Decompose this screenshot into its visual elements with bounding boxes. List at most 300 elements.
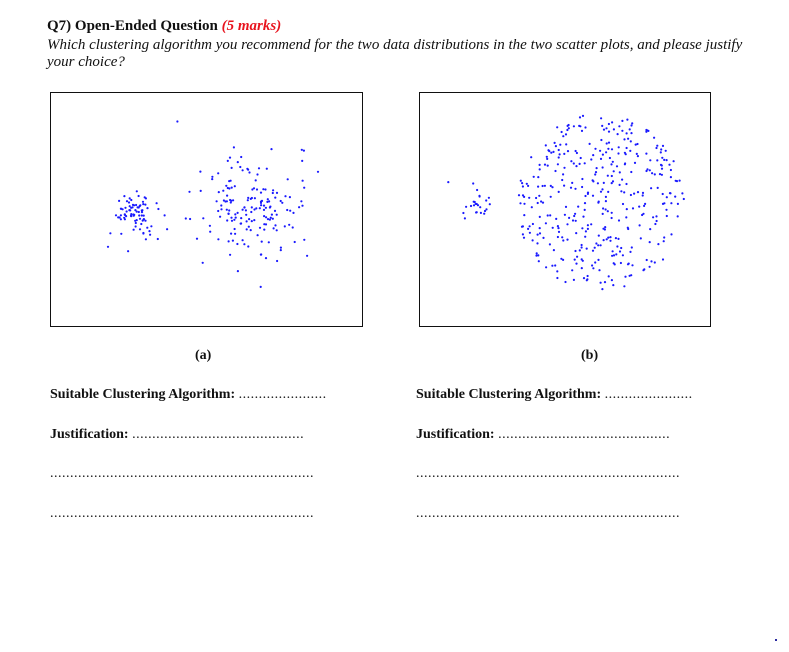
scatter-point [625, 216, 627, 218]
scatter-point [544, 164, 546, 166]
scatter-point [558, 231, 560, 233]
scatter-point [242, 209, 244, 211]
scatter-point [575, 263, 577, 265]
scatter-point [663, 236, 665, 238]
scatter-point [562, 173, 564, 175]
scatter-point [584, 236, 586, 238]
plot-b-caption: (b) [581, 348, 599, 363]
scatter-point [556, 277, 558, 279]
scatter-point [611, 255, 613, 257]
scatter-point [117, 216, 119, 218]
scatter-point [623, 138, 625, 140]
scatter-plot-b-canvas [420, 93, 710, 326]
scatter-point [245, 209, 247, 211]
scatter-point [675, 180, 677, 182]
scatter-point [551, 265, 553, 267]
scatter-point [654, 173, 656, 175]
scatter-point [622, 203, 624, 205]
scatter-point [264, 188, 266, 190]
scatter-point [478, 195, 480, 197]
scatter-point [135, 225, 137, 227]
scatter-point [257, 234, 259, 236]
scatter-point [573, 162, 575, 164]
scatter-point [138, 195, 140, 197]
justification-answer-blank[interactable]: ........................................... [132, 427, 305, 442]
scatter-point [539, 168, 541, 170]
scatter-point [602, 207, 604, 209]
scatter-point [607, 191, 609, 193]
scatter-point [615, 253, 617, 255]
scatter-point [584, 162, 586, 164]
scatter-point [260, 204, 262, 206]
scatter-point [558, 156, 560, 158]
scatter-point [230, 201, 232, 203]
scatter-point [202, 262, 204, 264]
scatter-point [265, 216, 267, 218]
scatter-point [626, 208, 628, 210]
scatter-point [587, 275, 589, 277]
scatter-point [229, 199, 231, 201]
scatter-point [663, 159, 665, 161]
scatter-point [606, 142, 608, 144]
scatter-point [661, 157, 663, 159]
scatter-point [531, 206, 533, 208]
scatter-point [537, 202, 539, 204]
scatter-point [656, 220, 658, 222]
scatter-point [131, 206, 133, 208]
scatter-point [609, 240, 611, 242]
scatter-point [654, 223, 656, 225]
scatter-point [130, 215, 132, 217]
scatter-point [247, 197, 249, 199]
scatter-point [624, 276, 626, 278]
scatter-point [607, 148, 609, 150]
scatter-point [645, 153, 647, 155]
scatter-point [237, 212, 239, 214]
scatter-point [655, 215, 657, 217]
scatter-point [584, 195, 586, 197]
scatter-point [602, 154, 604, 156]
scatter-point [557, 227, 559, 229]
scatter-point [227, 213, 229, 215]
answer-b-justification [416, 427, 670, 443]
scatter-point [549, 214, 551, 216]
scatter-point [280, 200, 282, 202]
scatter-point [260, 286, 262, 288]
scatter-point [649, 159, 651, 161]
scatter-point [600, 191, 602, 193]
scatter-point [522, 233, 524, 235]
scatter-point [545, 144, 547, 146]
scatter-point [464, 217, 466, 219]
scatter-point [229, 254, 231, 256]
scatter-point [584, 209, 586, 211]
scatter-point [218, 191, 220, 193]
scatter-point [235, 217, 237, 219]
scatter-point [518, 194, 520, 196]
scatter-point [612, 180, 614, 182]
scatter-point [598, 269, 600, 271]
scatter-point [526, 183, 528, 185]
scatter-point [683, 198, 685, 200]
scatter-point [601, 188, 603, 190]
scatter-point [301, 149, 303, 151]
answer-a-blank-line-1[interactable]: .................................................................. [50, 466, 314, 481]
scatter-point [144, 204, 146, 206]
scatter-point [263, 205, 265, 207]
scatter-point [484, 210, 486, 212]
scatter-point [562, 239, 564, 241]
scatter-point [269, 206, 271, 208]
scatter-point [251, 206, 253, 208]
scatter-point [539, 232, 541, 234]
scatter-point [230, 217, 232, 219]
scatter-point [303, 187, 305, 189]
justification-label: Justification: [50, 427, 129, 442]
scatter-point [489, 203, 491, 205]
scatter-point [274, 210, 276, 212]
scatter-point [618, 146, 620, 148]
scatter-point [661, 168, 663, 170]
scatter-point [616, 165, 618, 167]
scatter-point [250, 211, 252, 213]
scatter-point [236, 243, 238, 245]
question-number-title: Q7) Open-Ended Question [47, 18, 218, 34]
scatter-point [626, 132, 628, 134]
scatter-point [527, 228, 529, 230]
scatter-point [615, 237, 617, 239]
scatter-point [662, 193, 664, 195]
scatter-point [665, 150, 667, 152]
scatter-point [217, 210, 219, 212]
scatter-point [630, 171, 632, 173]
scatter-point [143, 218, 145, 220]
scatter-point [627, 138, 629, 140]
scatter-point [273, 227, 275, 229]
scatter-point [601, 125, 603, 127]
scatter-point [533, 176, 535, 178]
scatter-point [136, 190, 138, 192]
scatter-point [546, 158, 548, 160]
scatter-point [590, 158, 592, 160]
scatter-point [562, 135, 564, 137]
scatter-point [629, 275, 631, 277]
scatter-point [251, 188, 253, 190]
scatter-point [611, 217, 613, 219]
scatter-point [679, 180, 681, 182]
scatter-point [600, 244, 602, 246]
justification-answer-blank[interactable]: ........................................... [498, 427, 671, 442]
scatter-point [234, 185, 236, 187]
scatter-point [557, 225, 559, 227]
scatter-point [581, 186, 583, 188]
scatter-plot-b [419, 92, 711, 327]
scatter-point [289, 196, 291, 198]
scatter-point [639, 224, 641, 226]
scatter-point [176, 120, 178, 122]
scatter-point [592, 250, 594, 252]
scatter-point [107, 246, 109, 248]
scatter-point [636, 153, 638, 155]
scatter-point [584, 202, 586, 204]
scatter-point [536, 242, 538, 244]
scatter-point [521, 182, 523, 184]
scatter-point [470, 205, 472, 207]
scatter-point [583, 277, 585, 279]
scatter-point [253, 219, 255, 221]
scatter-point [611, 279, 613, 281]
scatter-point [669, 192, 671, 194]
scatter-point [476, 189, 478, 191]
scatter-point [603, 182, 605, 184]
scatter-point [631, 246, 633, 248]
scatter-point [477, 204, 479, 206]
scatter-point [592, 195, 594, 197]
scatter-point [268, 200, 270, 202]
scatter-point [141, 214, 143, 216]
scatter-point [673, 160, 675, 162]
scatter-point [136, 211, 138, 213]
scatter-point [259, 227, 261, 229]
scatter-point [609, 157, 611, 159]
scatter-point [284, 225, 286, 227]
scatter-point [522, 194, 524, 196]
scatter-point [575, 232, 577, 234]
scatter-point [217, 238, 219, 240]
scatter-point [611, 148, 613, 150]
scatter-point [253, 208, 255, 210]
scatter-point [254, 197, 256, 199]
scatter-point [166, 228, 168, 230]
scatter-point [600, 282, 602, 284]
scatter-point [558, 149, 560, 151]
scatter-point [567, 125, 569, 127]
scatter-point [220, 208, 222, 210]
scatter-point [523, 237, 525, 239]
scatter-point [619, 250, 621, 252]
scatter-point [130, 199, 132, 201]
question-title [47, 18, 281, 35]
scatter-point [646, 168, 648, 170]
scatter-point [284, 195, 286, 197]
scatter-point [592, 267, 594, 269]
scatter-point [591, 264, 593, 266]
scatter-point [246, 168, 248, 170]
scatter-point [447, 181, 449, 183]
scatter-point [620, 190, 622, 192]
scatter-point [624, 152, 626, 154]
scatter-point [223, 199, 225, 201]
scatter-point [620, 262, 622, 264]
scatter-point [656, 145, 658, 147]
scatter-point [529, 225, 531, 227]
scatter-point [240, 156, 242, 158]
scatter-point [565, 133, 567, 135]
scatter-plot-a [50, 92, 363, 327]
scatter-point [237, 161, 239, 163]
scatter-point [251, 197, 253, 199]
scatter-point [629, 128, 631, 130]
scatter-point [617, 152, 619, 154]
scatter-point [548, 150, 550, 152]
scatter-point [625, 183, 627, 185]
scatter-point [581, 130, 583, 132]
scatter-point [142, 203, 144, 205]
scatter-point [663, 202, 665, 204]
scatter-point [586, 278, 588, 280]
scatter-point [289, 210, 291, 212]
scatter-point [579, 163, 581, 165]
scatter-point [537, 234, 539, 236]
scatter-point [138, 211, 140, 213]
scatter-point [605, 208, 607, 210]
scatter-point [303, 239, 305, 241]
scatter-point [627, 263, 629, 265]
scatter-point [301, 205, 303, 207]
scatter-point [634, 162, 636, 164]
scatter-point [520, 180, 522, 182]
scatter-point [200, 190, 202, 192]
scatter-point [225, 185, 227, 187]
scatter-point [612, 284, 614, 286]
answer-b-algorithm [416, 387, 693, 403]
scatter-point [248, 218, 250, 220]
scatter-point [247, 199, 249, 201]
scatter-point [670, 176, 672, 178]
scatter-point [115, 214, 117, 216]
scatter-point [616, 245, 618, 247]
scatter-point [597, 244, 599, 246]
scatter-point [651, 172, 653, 174]
scatter-point [276, 260, 278, 262]
algorithm-answer-blank[interactable]: ...................... [604, 387, 693, 402]
scatter-point [251, 220, 253, 222]
scatter-point [620, 247, 622, 249]
scatter-point [552, 227, 554, 229]
scatter-point [644, 203, 646, 205]
scatter-point [124, 207, 126, 209]
scatter-point [643, 205, 645, 207]
scatter-point [650, 187, 652, 189]
scatter-point [574, 213, 576, 215]
scatter-point [579, 249, 581, 251]
scatter-point [557, 163, 559, 165]
scatter-point [527, 185, 529, 187]
scatter-point [602, 213, 604, 215]
scatter-point [288, 224, 290, 226]
algorithm-answer-blank[interactable]: ...................... [238, 387, 327, 402]
scatter-point [554, 142, 556, 144]
scatter-point [557, 236, 559, 238]
scatter-point [584, 126, 586, 128]
scatter-point [677, 203, 679, 205]
scatter-point [256, 173, 258, 175]
scatter-point [272, 189, 274, 191]
scatter-point [148, 230, 150, 232]
scatter-point [661, 164, 663, 166]
scatter-point [666, 196, 668, 198]
scatter-point [544, 185, 546, 187]
scatter-point [677, 215, 679, 217]
scatter-point [248, 226, 250, 228]
scatter-point [612, 250, 614, 252]
scatter-point [606, 238, 608, 240]
scatter-point [234, 233, 236, 235]
scatter-point [666, 159, 668, 161]
scatter-point [608, 142, 610, 144]
scatter-point [317, 171, 319, 173]
answer-a-blank-line-2[interactable]: .................................................................. [50, 506, 314, 521]
scatter-point [565, 143, 567, 145]
scatter-point [140, 223, 142, 225]
scatter-point [552, 151, 554, 153]
scatter-point [519, 202, 521, 204]
justification-label: Justification: [416, 427, 495, 442]
scatter-point [581, 246, 583, 248]
scatter-point [211, 176, 213, 178]
scatter-point [587, 224, 589, 226]
scatter-point [229, 157, 231, 159]
scatter-point [250, 229, 252, 231]
scatter-point [637, 191, 639, 193]
scatter-point [611, 212, 613, 214]
scatter-point [589, 143, 591, 145]
scatter-point [261, 241, 263, 243]
scatter-point [551, 186, 553, 188]
scatter-point [473, 201, 475, 203]
scatter-point [483, 213, 485, 215]
scatter-point [566, 223, 568, 225]
scatter-point [139, 204, 141, 206]
scatter-point [260, 202, 262, 204]
answer-b-blank-line-2[interactable]: .................................................................. [416, 506, 680, 521]
scatter-point [129, 205, 131, 207]
scatter-point [646, 259, 648, 261]
scatter-point [266, 168, 268, 170]
scatter-point [549, 243, 551, 245]
scatter-point [563, 167, 565, 169]
scatter-point [554, 264, 556, 266]
scatter-point [133, 204, 135, 206]
scatter-point [292, 226, 294, 228]
scatter-point [280, 247, 282, 249]
scatter-point [670, 202, 672, 204]
scatter-point [545, 266, 547, 268]
scatter-point [657, 187, 659, 189]
scatter-point [522, 185, 524, 187]
scatter-point [263, 215, 265, 217]
scatter-point [635, 144, 637, 146]
scatter-point [242, 169, 244, 171]
scatter-point [652, 216, 654, 218]
scatter-point [150, 225, 152, 227]
scatter-point [109, 232, 111, 234]
scatter-point [226, 209, 228, 211]
scatter-point [488, 197, 490, 199]
scatter-point [301, 160, 303, 162]
scatter-point [240, 223, 242, 225]
scatter-point [157, 238, 159, 240]
scatter-point [233, 146, 235, 148]
scatter-point [258, 167, 260, 169]
scatter-point [276, 192, 278, 194]
scatter-point [660, 148, 662, 150]
answer-b-blank-line-1[interactable]: .................................................................. [416, 466, 680, 481]
scatter-point [537, 176, 539, 178]
scatter-point [545, 222, 547, 224]
scatter-point [146, 227, 148, 229]
scatter-point [592, 154, 594, 156]
